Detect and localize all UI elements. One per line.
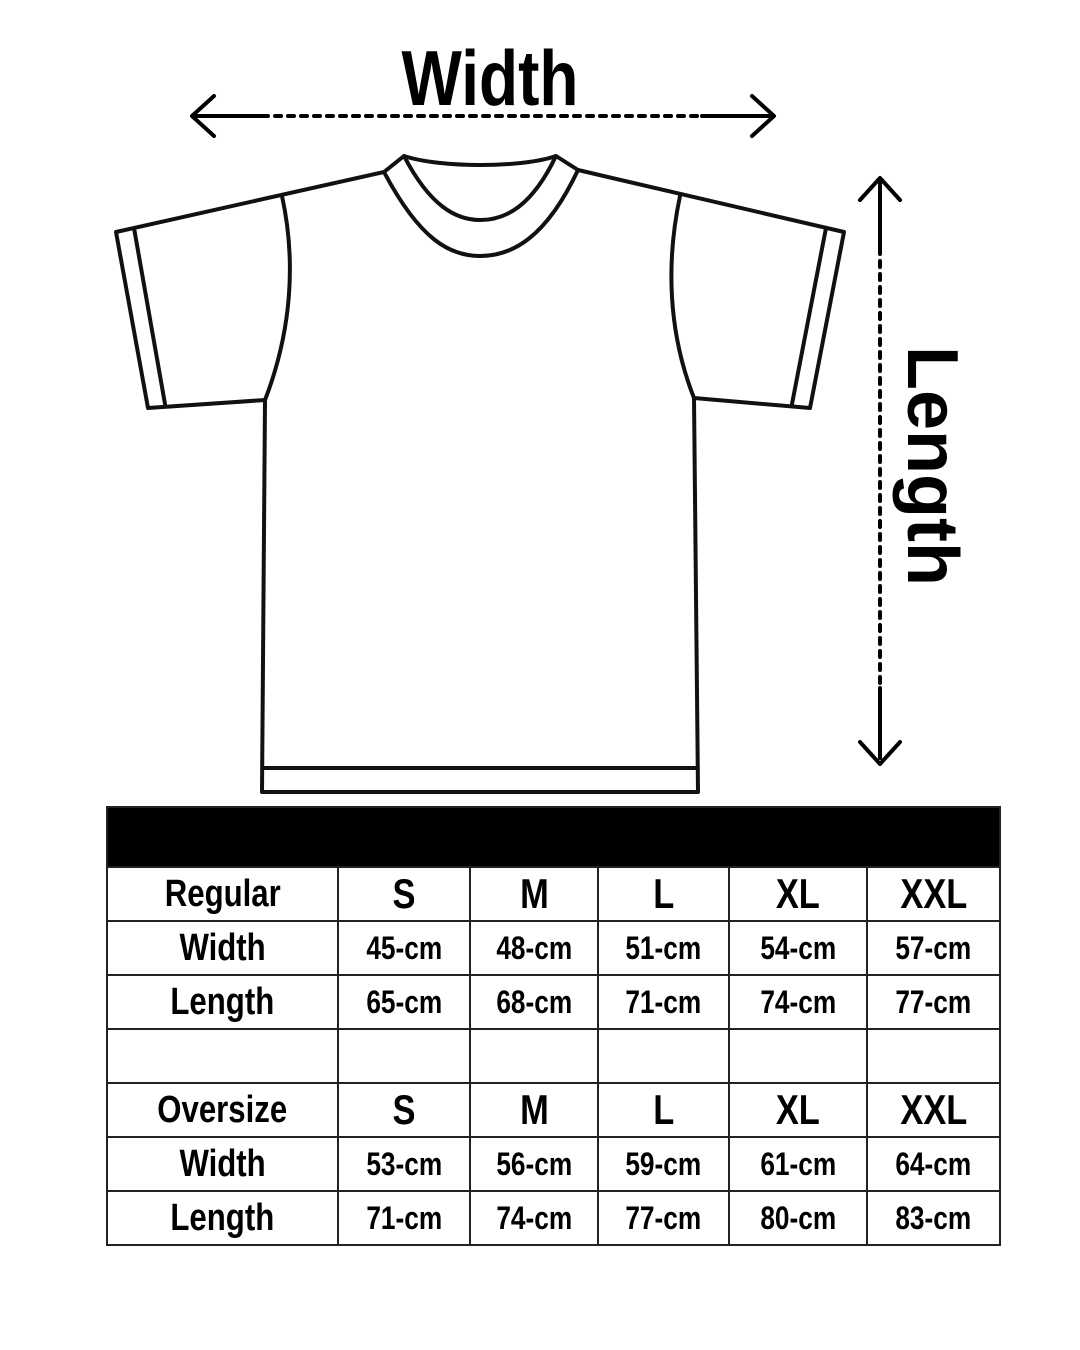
table-cell: 54-cm [729, 921, 867, 975]
empty-cell [598, 1029, 729, 1083]
oversize-length-row [107, 1191, 1000, 1245]
empty-cell [338, 1029, 470, 1083]
table-cell: 65-cm [338, 975, 470, 1029]
regular-size-row [107, 867, 1000, 921]
size-xxl: XXL [867, 867, 1000, 921]
row-label-length: Length [107, 1191, 338, 1245]
size-xl: XL [729, 867, 867, 921]
row-label-length: Length [107, 975, 338, 1029]
row-label-width: Width [107, 1137, 338, 1191]
table-cell: 53-cm [338, 1137, 470, 1191]
table-cell: 77-cm [867, 975, 1000, 1029]
spacer-row [107, 1029, 1000, 1083]
oversize-size-row [107, 1083, 1000, 1137]
length-label: Length [892, 346, 972, 586]
row-label-width: Width [107, 921, 338, 975]
table-cell: 48-cm [470, 921, 598, 975]
size-xxl: XXL [867, 1083, 1000, 1137]
size-s: S [338, 867, 470, 921]
size-xl: XL [729, 1083, 867, 1137]
size-s: S [338, 1083, 470, 1137]
table-header-bar [107, 807, 1000, 867]
width-label: Width [401, 35, 579, 123]
table-cell: 74-cm [729, 975, 867, 1029]
table-cell: 68-cm [470, 975, 598, 1029]
size-l: L [598, 1083, 729, 1137]
table-cell: 61-cm [729, 1137, 867, 1191]
tshirt-outline-icon [116, 156, 844, 792]
table-cell: 77-cm [598, 1191, 729, 1245]
table-cell: 80-cm [729, 1191, 867, 1245]
regular-length-row [107, 975, 1000, 1029]
table-cell: 51-cm [598, 921, 729, 975]
oversize-width-row [107, 1137, 1000, 1191]
table-cell: 64-cm [867, 1137, 1000, 1191]
table-cell: 45-cm [338, 921, 470, 975]
size-l: L [598, 867, 729, 921]
table-cell: 71-cm [338, 1191, 470, 1245]
size-m: M [470, 867, 598, 921]
empty-cell [729, 1029, 867, 1083]
empty-cell [107, 1029, 338, 1083]
size-m: M [470, 1083, 598, 1137]
empty-cell [867, 1029, 1000, 1083]
regular-fit-label: Regular [107, 867, 338, 921]
table-cell: 74-cm [470, 1191, 598, 1245]
header-bar-cell [107, 807, 1000, 867]
table-cell: 56-cm [470, 1137, 598, 1191]
regular-width-row [107, 921, 1000, 975]
oversize-fit-label: Oversize [107, 1083, 338, 1137]
table-cell: 71-cm [598, 975, 729, 1029]
size-chart-table [106, 806, 1001, 1246]
empty-cell [470, 1029, 598, 1083]
table-cell: 57-cm [867, 921, 1000, 975]
table-cell: 59-cm [598, 1137, 729, 1191]
table-cell: 83-cm [867, 1191, 1000, 1245]
